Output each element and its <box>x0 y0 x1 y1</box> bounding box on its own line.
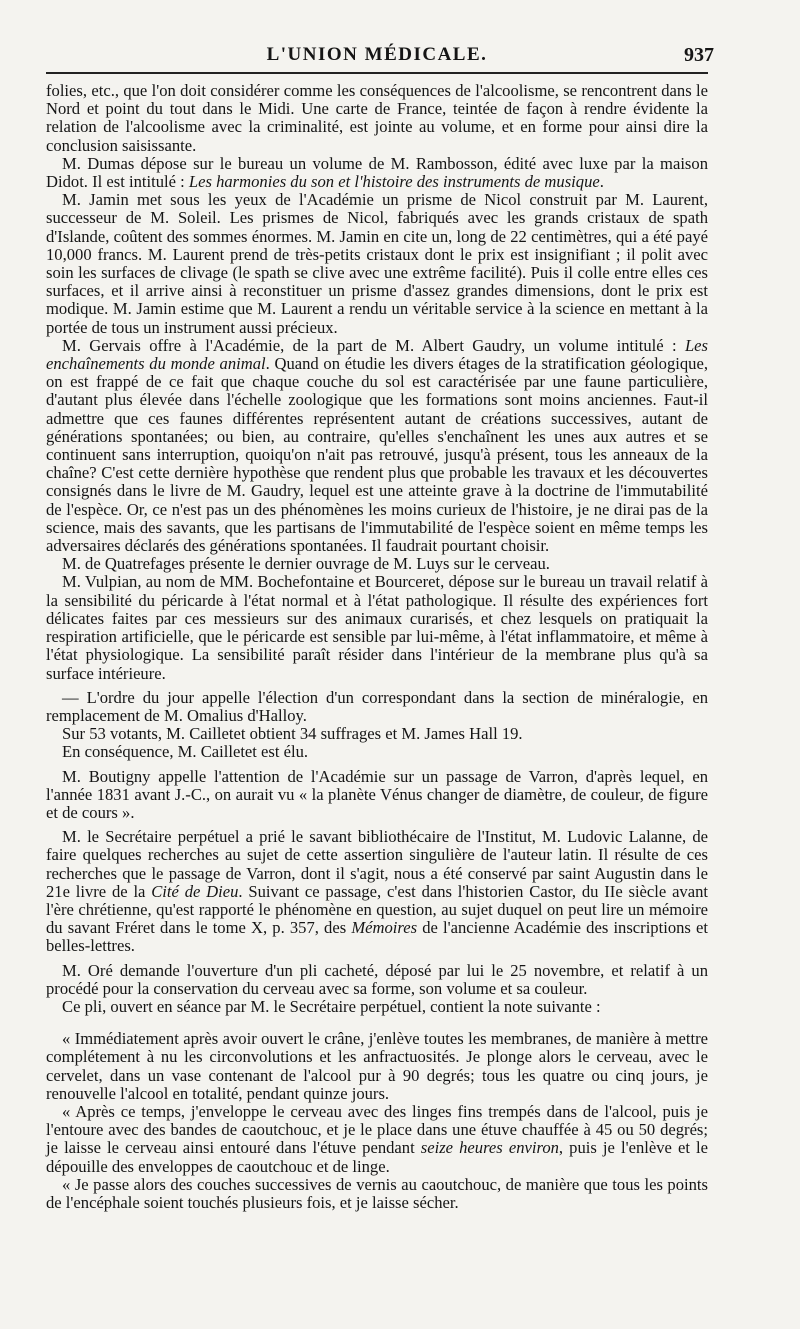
paragraph: Sur 53 votants, M. Cailletet obtient 34 suffrages et M. James Hall 19. <box>62 724 523 744</box>
paragraph: M. le Secrétaire perpétuel a prié le savant bibliothécaire de l'Institut, M. Ludovic Lalanne, de faire quelques recherches au sujet de cette assertion singulière de l'auteur latin. Il résulte de ces recherches que le passage de Varron, dont il s'agit, nous a été conservé par saint Augustin dans le 21e livre de la Cité de Dieu. Suivant ce passage, c'est dans l'historien Castor, du IIe siècle avant l'ère chrétienne, qu'est rapporté le phénomène en question, au sujet duquel on peut lire un mémoire du savant Fréret dans le tome X, p. 357, des Mémoires de l'ancienne Académie des inscriptions et belles-lettres. <box>46 827 708 956</box>
running-head: L'UNION MÉDICALE. <box>266 44 488 65</box>
article-body <box>46 82 708 1212</box>
quoted-paragraph: « Immédiatement après avoir ouvert le crâne, j'enlève toutes les membranes, de manière à mettre complétement à nu les circonvolutions et les anfractuosités. Je plonge alors le cerveau, avec le cervelet, dans un vase contenant de l'alcool pur à 90 degrés; tous les quatre ou cinq jours, je renouvelle l'alcool en totalité, pendant quinze jours. <box>46 1029 708 1103</box>
paragraph: M. Gervais offre à l'Académie, de la part de M. Albert Gaudry, un volume intitulé : Les enchaînements du monde animal. Quand on étudie les divers étages de la stratification géologique, on est frappé de ce fait que chaque couche du sol est caractérisée par une faune particulière, d'autant plus élevée dans l'échelle zoologique que les formations sont moins anciennes. Faut-il admettre que ces faunes différentes représentent autant de créations successives, autant de générations spontanées; ou bien, au contraire, qu'elles s'enchaînent les unes aux autres et se continuent sans interruption, quoiqu'on n'ait pas retrouvé, jusqu'à présent, tous les anneaux de la chaîne? C'est cette dernière hypothèse que rendent plus que probable les travaux et les découvertes consignés dans le livre de M. Gaudry, lequel est une atteinte grave à la doctrine de l'immutabilité de l'espèce. Or, ce n'est pas un des phénomènes les moins curieux de l'histoire, je ne dirai pas de la science, mais des savants, que les partisans de l'immutabilité de l'espèce soient en même temps les adversaires déclarés des générations spontanées. Il faudrait pourtant choisir. <box>46 335 708 556</box>
quoted-paragraph: « Après ce temps, j'enveloppe le cerveau avec des linges fins trempés dans de l'alcool, puis je l'entoure avec des bandes de caoutchouc, et je le place dans une étuve chauffée à 45 ou 50 degrés; je laisse le cerveau ainsi entouré dans l'étuve pendant seize heures environ, puis je l'enlève et le dépouille des enveloppes de caoutchouc et de linge. <box>46 1101 709 1176</box>
paragraph: Ce pli, ouvert en séance par M. le Secrétaire perpétuel, contient la note suivante : <box>62 996 601 1016</box>
paragraph: — L'ordre du jour appelle l'élection d'un correspondant dans la section de minéralogie, en remplacement de M. Omalius d'Halloy. <box>46 687 708 725</box>
page-number: 937 <box>684 44 714 66</box>
paragraph: M. Jamin met sous les yeux de l'Académie un prisme de Nicol construit par M. Laurent, successeur de M. Soleil. Les prismes de Nicol, fabriqués avec les grands cristaux de spath d'Islande, coûtent des sommes énormes. M. Jamin en cite un, long de 22 centimètres, qui a été payé 10,000 francs. M. Laurent prend de très-petits cristaux dont le prix est insignifiant ; il polit avec soin les surfaces de clivage (le spath se clive avec une extrême facilité). Puis il colle entre elles ces surfaces, et il arrive ainsi à reconstituer un prisme d'assez grandes dimensions, dont le prix est modique. M. Jamin estime que M. Laurent a rendu un véritable service à la science en mettant à la portée de tous un instrument aussi précieux. <box>46 190 708 337</box>
page-header <box>46 42 714 74</box>
paragraph: En conséquence, M. Cailletet est élu. <box>62 742 309 762</box>
paragraph: M. Oré demande l'ouverture d'un pli cacheté, déposé par lui le 25 novembre, et relatif à un procédé pour la conservation du cerveau avec sa forme, son volume et sa couleur. <box>46 960 708 998</box>
paragraph: M. Boutigny appelle l'attention de l'Académie sur un passage de Varron, d'après lequel, en l'année 1831 avant J.-C., on aurait vu « la planète Vénus changer de diamètre, de couleur, de figure et de cours ». <box>46 766 708 822</box>
paragraph: M. de Quatrefages présente le dernier ouvrage de M. Luys sur le cerveau. <box>62 554 550 574</box>
paragraph: M. Dumas dépose sur le bureau un volume de M. Rambosson, édité avec luxe par la maison Didot. Il est intitulé : Les harmonies du son et l'histoire des instruments de musique. <box>46 153 708 192</box>
paragraph: folies, etc., que l'on doit considérer comme les conséquences de l'alcoolisme, se rencontrent dans le Nord et point du tout dans le Midi. Une carte de France, teintée de façon à rendre évidente la relation de l'alcoolisme avec la criminalité, est jointe au volume, et en forme pour ainsi dire la conclusion saisissante. <box>46 81 708 155</box>
paragraph: M. Vulpian, au nom de MM. Bochefontaine et Bourceret, dépose sur le bureau un travail relatif à la sensibilité du péricarde à l'état normal et à l'état pathologique. Il résulte des expériences fort délicates faites par ces messieurs sur des animaux curarisés, et chez lesquels on pratiquait la respiration artificielle, que le péricarde est sensible par lui-même, à l'état inflammatoire, et même à l'état physiologique. La sensibilité paraît résider dans l'intérieur de la membrane plus qu'à sa surface intérieure. <box>46 572 708 683</box>
quoted-paragraph: « Je passe alors des couches successives de vernis au caoutchouc, de manière que tous les points de l'encéphale soient touchés plusieurs fois, et je laisse sécher. <box>46 1174 708 1212</box>
